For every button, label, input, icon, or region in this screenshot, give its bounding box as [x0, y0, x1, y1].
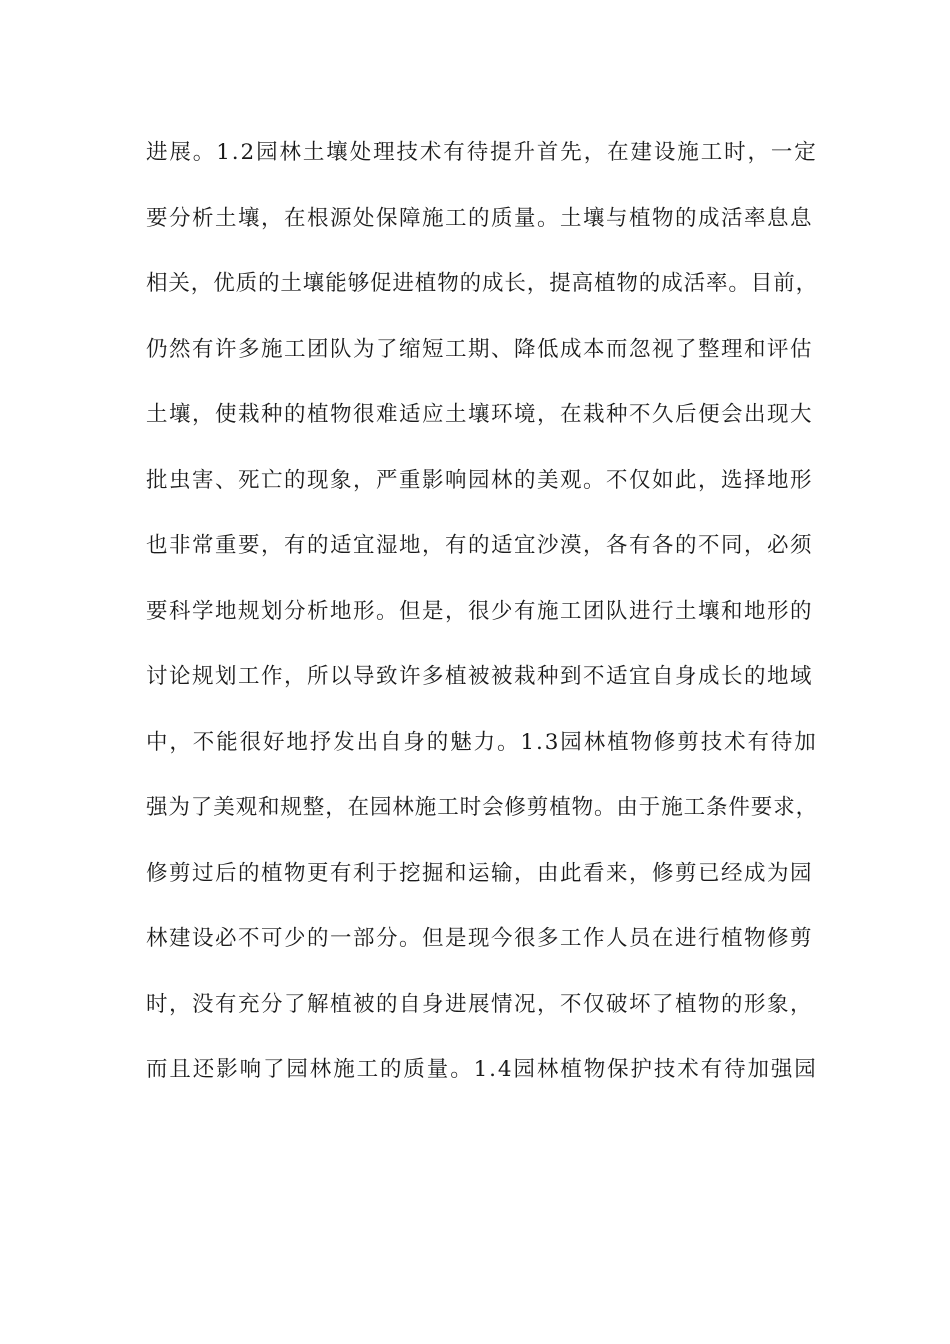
text-line: 也非常重要，有的适宜湿地，有的适宜沙漠，各有各的不同，必须 [146, 533, 814, 558]
text-line: 土壤，使栽种的植物很难适应土壤环境，在栽种不久后便会出现大 [146, 402, 814, 427]
text-line: 中，不能很好地抒发出自身的魅力。1.3园林植物修剪技术有待加 [146, 729, 818, 755]
text-line: 相关，优质的土壤能够促进植物的成长，提高植物的成活率。目前， [146, 271, 819, 296]
text-line: 而且还影响了园林施工的质量。1.4园林植物保护技术有待加强园 [146, 1057, 818, 1082]
text-line: 要分析土壤，在根源处保障施工的质量。土壤与植物的成活率息息 [146, 205, 814, 231]
text-line: 修剪过后的植物更有利于挖掘和运输，由此看来，修剪已经成为园 [146, 860, 814, 886]
text-line: 批虫害、死亡的现象，严重影响园林的美观。不仅如此，选择地形 [146, 467, 814, 493]
text-line: 讨论规划工作，所以导致许多植被被栽种到不适宜自身成长的地域 [146, 664, 814, 689]
text-line: 进展。1.2园林土壤处理技术有待提升首先，在建设施工时，一定 [146, 140, 818, 165]
text-line: 要科学地规划分析地形。但是，很少有施工团队进行土壤和地形的 [146, 598, 814, 624]
text-line: 仍然有许多施工团队为了缩短工期、降低成本而忽视了整理和评估 [146, 336, 814, 362]
text-line: 时，没有充分了解植被的自身进展情况，不仅破坏了植物的形象， [146, 991, 814, 1017]
body-text [146, 133, 819, 1116]
text-line: 强为了美观和规整，在园林施工时会修剪植物。由于施工条件要求， [146, 795, 819, 820]
text-line: 林建设必不可少的一部分。但是现今很多工作人员在进行植物修剪 [146, 926, 814, 951]
